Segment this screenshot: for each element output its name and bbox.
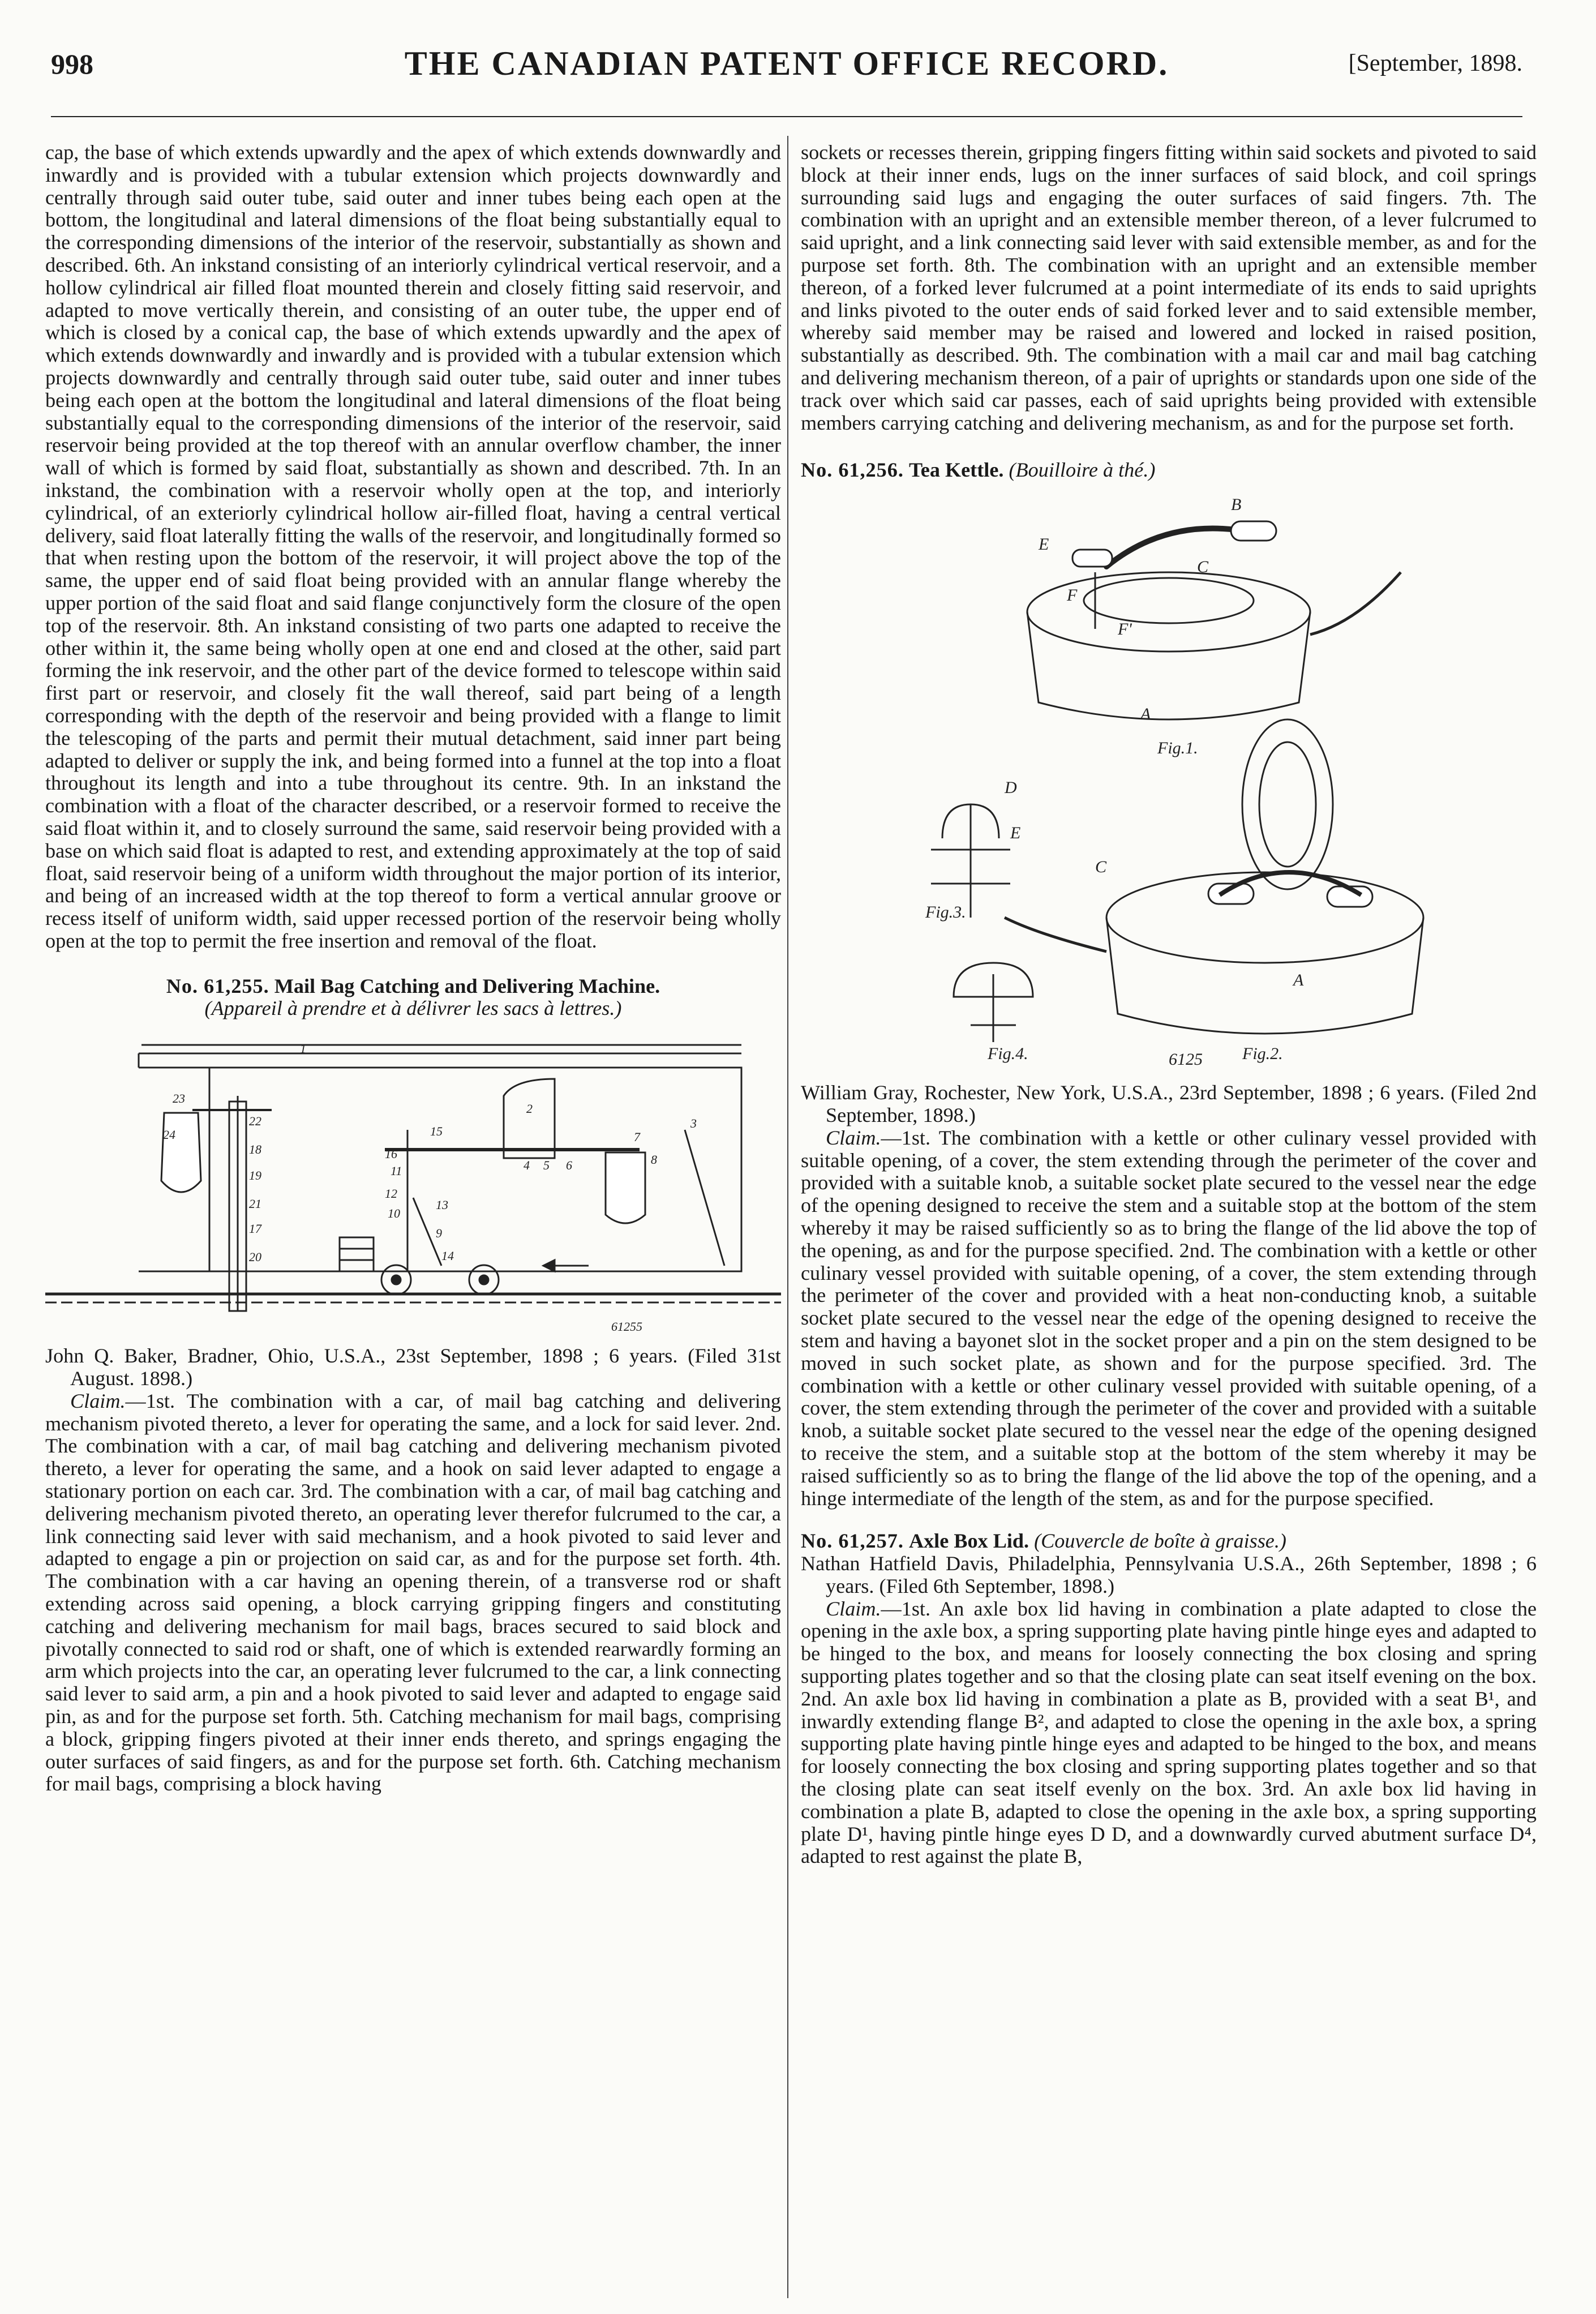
- svg-text:15: 15: [430, 1124, 443, 1139]
- patent-inventor: Nathan Hatfield Davis, Philadelphia, Pennsylvania U.S.A., 26th September, 1898 ; 6 years. (Filed 6th September, 1898.): [801, 1552, 1537, 1597]
- svg-text:13: 13: [436, 1198, 448, 1212]
- patent-number: No. 61,257.: [801, 1529, 904, 1553]
- svg-text:7: 7: [634, 1130, 640, 1145]
- svg-text:A: A: [1293, 971, 1304, 990]
- claim-label: Claim.: [826, 1597, 881, 1620]
- svg-text:11: 11: [391, 1164, 402, 1179]
- right-column: [801, 142, 1537, 1868]
- tea-kettle-drawing: [801, 487, 1537, 1082]
- fig3-label: Fig.3.: [925, 903, 966, 922]
- page-header: [51, 44, 1522, 89]
- svg-text:1: 1: [300, 1042, 306, 1056]
- claim-label: Claim.: [70, 1389, 126, 1412]
- claim-label: Claim.: [826, 1126, 881, 1149]
- svg-text:12: 12: [385, 1186, 397, 1201]
- svg-text:10: 10: [388, 1206, 400, 1221]
- svg-text:E: E: [1010, 824, 1021, 843]
- svg-text:3: 3: [690, 1116, 697, 1131]
- patent-title: Tea Kettle.: [908, 458, 1004, 482]
- svg-text:21: 21: [249, 1197, 261, 1211]
- left-column: [45, 142, 781, 1796]
- column-divider: [787, 136, 788, 2298]
- svg-text:C: C: [1095, 858, 1107, 877]
- patent-claims: [801, 1598, 1537, 1869]
- figure-reference: 61255: [611, 1319, 642, 1334]
- svg-text:4: 4: [524, 1158, 530, 1173]
- claim-text: —1st. The combination with a kettle or other culinary vessel provided with suitable opening, of a cover, the stem extending through the perimeter of the cover and provided with a suitable knob, a suitable socket plate secured to the vessel near the edge of the opening designed to receive the stem and a suitable stop at the bottom of the stem whereby it may be raised sufficiently so as to bring the flange of the lid above the top of the opening, as and for the purpose specified. 2nd. The combination with a kettle or other culinary vessel provided with suitable opening, of a cover, the stem extending through the perimeter of the cover and provided with a heat non-conducting knob, a suitable socket plate secured to the vessel near the edge of the opening designed to receive the stem and having a bayonet slot in the socket proper and a pin on the stem designed to be moved in such socket plate, as shown and for the purpose specified. 3rd. The combination with a kettle or other culinary vessel provided with suitable opening, of a cover, the stem extending through the perimeter of the cover and provided with a suitable knob, a suitable socket plate secured to the vessel near the edge of the opening designed to receive the stem, and a suitable stop at the bottom of the stem whereby it may be raised sufficiently so as to bring the flange of the lid above the top of the opening, and a hinge intermediate of the length of the stem, as and for the purpose specified.: [801, 1126, 1537, 1510]
- claim-text: —1st. An axle box lid having in combination a plate adapted to close the opening in the axle box, a spring supporting plate having pintle hinge eyes and adapted to be hinged to the box, and means for loosely connecting the box closing and spring supporting plates together and so that the closing plate can seat itself evening on the box. 2nd. An axle box lid having in combination a plate as B, provided with a seat B¹, and inwardly extending flange B², and adapted to close the opening in the axle box, a spring supporting plate having pintle hinge eyes and adapted to be hinged to the box, and means for loosely connecting the box closing and spring supporting plates together and so that the closing plate can seat itself evenly on the box. 3rd. An axle box lid having in combination a plate B, adapted to close the opening in the axle box, a spring supporting plate D¹, having pintle hinge eyes D D, and a downwardly curved abutment surface D⁴, adapted to rest against the plate B,: [801, 1597, 1537, 1868]
- patent-number: No. 61,255.: [166, 974, 269, 997]
- svg-text:5: 5: [543, 1158, 550, 1173]
- claim-text: —1st. The combination with a car, of mail bag catching and delivering mechanism pivoted thereto, a lever for operating the same, and a lock for said lever. 2nd. The combination with a car, of mail bag catching and delivering mechanism pivoted thereto, a lever for operating the same, and a hook on said lever adapted to engage a stationary portion on each car. 3rd. The combination with a car, of mail bag catching and delivering mechanism pivoted thereto, an operating lever therefor fulcrumed to the car, a link connecting said lever with said mechanism, and a hook pivoted to said lever and adapted to engage a pin or projection on said car, as and for the purpose set forth. 4th. The combination with a car having an opening therein, of a transverse rod or shaft extending across said opening, a block carrying gripping fingers and constituting catching and delivering mechanism for mail bags, braces secured to said block and pivotally connected to said rod or shaft, one of which is extended rearwardly forming an arm which projects into the car, an operating lever fulcrumed to the car, a link connecting said lever to said arm, a pin and a hook pivoted to said lever and adapted to engage said pin, as and for the purpose set forth. 5th. Catching mechanism for mail bags, comprising a block, gripping fingers pivoted at their inner ends thereto, and springs engaging the outer surfaces of said fingers, as and for the purpose set forth. 6th. Catching mechanism for mail bags, comprising a block having: [45, 1389, 781, 1796]
- publication-title: THE CANADIAN PATENT OFFICE RECORD.: [404, 45, 1169, 82]
- svg-text:2: 2: [526, 1102, 533, 1116]
- svg-text:17: 17: [249, 1222, 261, 1236]
- fig4-label: Fig.4.: [988, 1044, 1028, 1064]
- header-rule: [51, 116, 1522, 117]
- svg-text:F': F': [1118, 620, 1132, 639]
- svg-text:B: B: [1231, 495, 1242, 515]
- patent-french-title: (Appareil à prendre et à délivrer les sacs à lettres.): [204, 997, 622, 1020]
- svg-text:E: E: [1039, 535, 1049, 554]
- issue-date: [September, 1898.: [1348, 50, 1522, 76]
- mail-bag-machine-drawing: [45, 1028, 781, 1345]
- svg-text:A: A: [1140, 705, 1151, 724]
- patent-title: Mail Bag Catching and Delivering Machine.: [274, 974, 660, 997]
- fig2-label: Fig.2.: [1242, 1044, 1283, 1064]
- svg-text:8: 8: [651, 1152, 657, 1167]
- figure-reference: 6125: [1169, 1050, 1203, 1069]
- page-number: 998: [51, 48, 93, 80]
- svg-text:C: C: [1197, 558, 1209, 577]
- continuation-paragraph: cap, the base of which extends upwardly and the apex of which extends downwardly and inwardly and is provided with a tubular extension which projects downwardly and centrally through said outer tube, said outer and inner tubes being each open at the bottom, the longitudinal and lateral dimensions of the float being substantially equal to the corresponding dimensions of the interior of the reservoir, substantially as shown and described. 6th. An inkstand consisting of an interiorly cylindrical vertical reservoir, and a hollow cylindrical air filled float mounted therein and closely fitting said reservoir, and adapted to move vertically therein, and consisting of an outer tube, the upper end of which is closed by a conical cap, the base of which extends upwardly and the apex of which extends downwardly and inwardly and is provided with a tubular extension which projects downwardly and centrally through said outer tube, said outer and inner tubes being each open at the bottom the longitudinal and lateral dimensions of the float being substantially equal to the corresponding dimensions of the interior of the reservoir, said reservoir being provided at the top thereof with an annular overflow chamber, the inner wall of which is formed by said float, substantially as shown and described. 7th. In an inkstand, the combination with a reservoir wholly open at the top, and interiorly cylindrical, of an exteriorly cylindrical hollow air-filled float, having a central vertical delivery, said float laterally fitting the walls of the reservoir, and longitudinally formed so that when resting upon the bottom of the reservoir, it will project above the top of the same, the upper end of said float being provided with an annular flange whereby the upper portion of the said float and said flange conjunctively form the closure of the open top of the reservoir. 8th. An inkstand consisting of two parts one adapted to receive the other within it, the same being wholly open at one end and closed at the other, said part forming the ink reservoir, and the other part of the device formed to telescope within said first part or reservoir, and closely fit the wall thereof, said part being of a length corresponding with the depth of the reservoir and being provided with a flange to limit the telescoping of the parts and permit their mutual detachment, said inner part being adapted to deliver or supply the ink, and being formed into a funnel at the top into a float throughout its length and into a tube throughout its centre. 9th. In an inkstand the combination with a float of the character described, or a reservoir formed to receive the said float within it, and to closely surround the same, said reservoir being provided with a base on which said float is adapted to rest, and extending approximately at the top of said float, said reservoir being of a uniform width throughout the major portion of its interior, and being of an increased width at the top thereof to form a vertical annular groove or recess itself of uniform width, said upper recessed portion of the reservoir being wholly open at the top to permit the free insertion and removal of the float.: [45, 141, 781, 952]
- patent-title: Axle Box Lid.: [908, 1529, 1029, 1553]
- svg-text:18: 18: [249, 1142, 261, 1157]
- svg-text:24: 24: [163, 1128, 175, 1142]
- svg-text:9: 9: [436, 1226, 442, 1241]
- svg-text:19: 19: [249, 1168, 261, 1183]
- patent-french-title: (Bouilloire à thé.): [1009, 458, 1156, 482]
- patent-claims: [801, 1127, 1537, 1510]
- svg-text:20: 20: [249, 1250, 261, 1265]
- patent-heading-61257: [801, 1530, 1537, 1553]
- patent-heading-61256: [801, 459, 1537, 482]
- patent-inventor: William Gray, Rochester, New York, U.S.A., 23rd September, 1898 ; 6 years. (Filed 2nd September, 1898.): [801, 1081, 1537, 1126]
- patent-french-title: (Couvercle de boîte à graisse.): [1034, 1529, 1286, 1553]
- svg-text:6: 6: [566, 1158, 572, 1173]
- fig1-label: Fig.1.: [1157, 739, 1198, 758]
- patent-heading-61255: [45, 975, 781, 998]
- svg-text:F: F: [1067, 586, 1078, 605]
- patent-inventor: John Q. Baker, Bradner, Ohio, U.S.A., 23st September, 1898 ; 6 years. (Filed 31st August. 1898.): [45, 1344, 781, 1390]
- svg-text:22: 22: [249, 1114, 261, 1129]
- continuation-paragraph: sockets or recesses therein, gripping fingers fitting within said sockets and pivoted to said block at their inner ends, lugs on the inner surfaces of said block, and coil springs surrounding said lugs and engaging the outer surfaces of said fingers. 7th. The combination with an upright and an extensible member thereon, of a lever fulcrumed to said upright, and a link connecting said lever with said extensible member, as and for the purpose set forth. 8th. The combination with an upright and an extensible member thereon, of a forked lever fulcrumed at a point intermediate of its ends to said uprights and links pivoted to the outer ends of said forked lever and to said extensible member, whereby said member may be raised and lowered and locked in raised position, substantially as described. 9th. The combination with a mail car and mail bag catching and delivering mechanism thereon, of a pair of uprights or standards upon one side of the track over which said car passes, each of said uprights being provided with extensible members carrying catching and delivering mechanism, as and for the purpose set forth.: [801, 141, 1537, 434]
- patent-claims: [45, 1390, 781, 1796]
- svg-text:23: 23: [173, 1091, 185, 1106]
- tea-kettle-figure: [801, 487, 1537, 1082]
- svg-text:16: 16: [385, 1147, 397, 1162]
- svg-text:D: D: [1005, 778, 1017, 798]
- mail-bag-machine-figure: [45, 1028, 781, 1345]
- svg-text:14: 14: [441, 1249, 454, 1263]
- patent-number: No. 61,256.: [801, 458, 904, 482]
